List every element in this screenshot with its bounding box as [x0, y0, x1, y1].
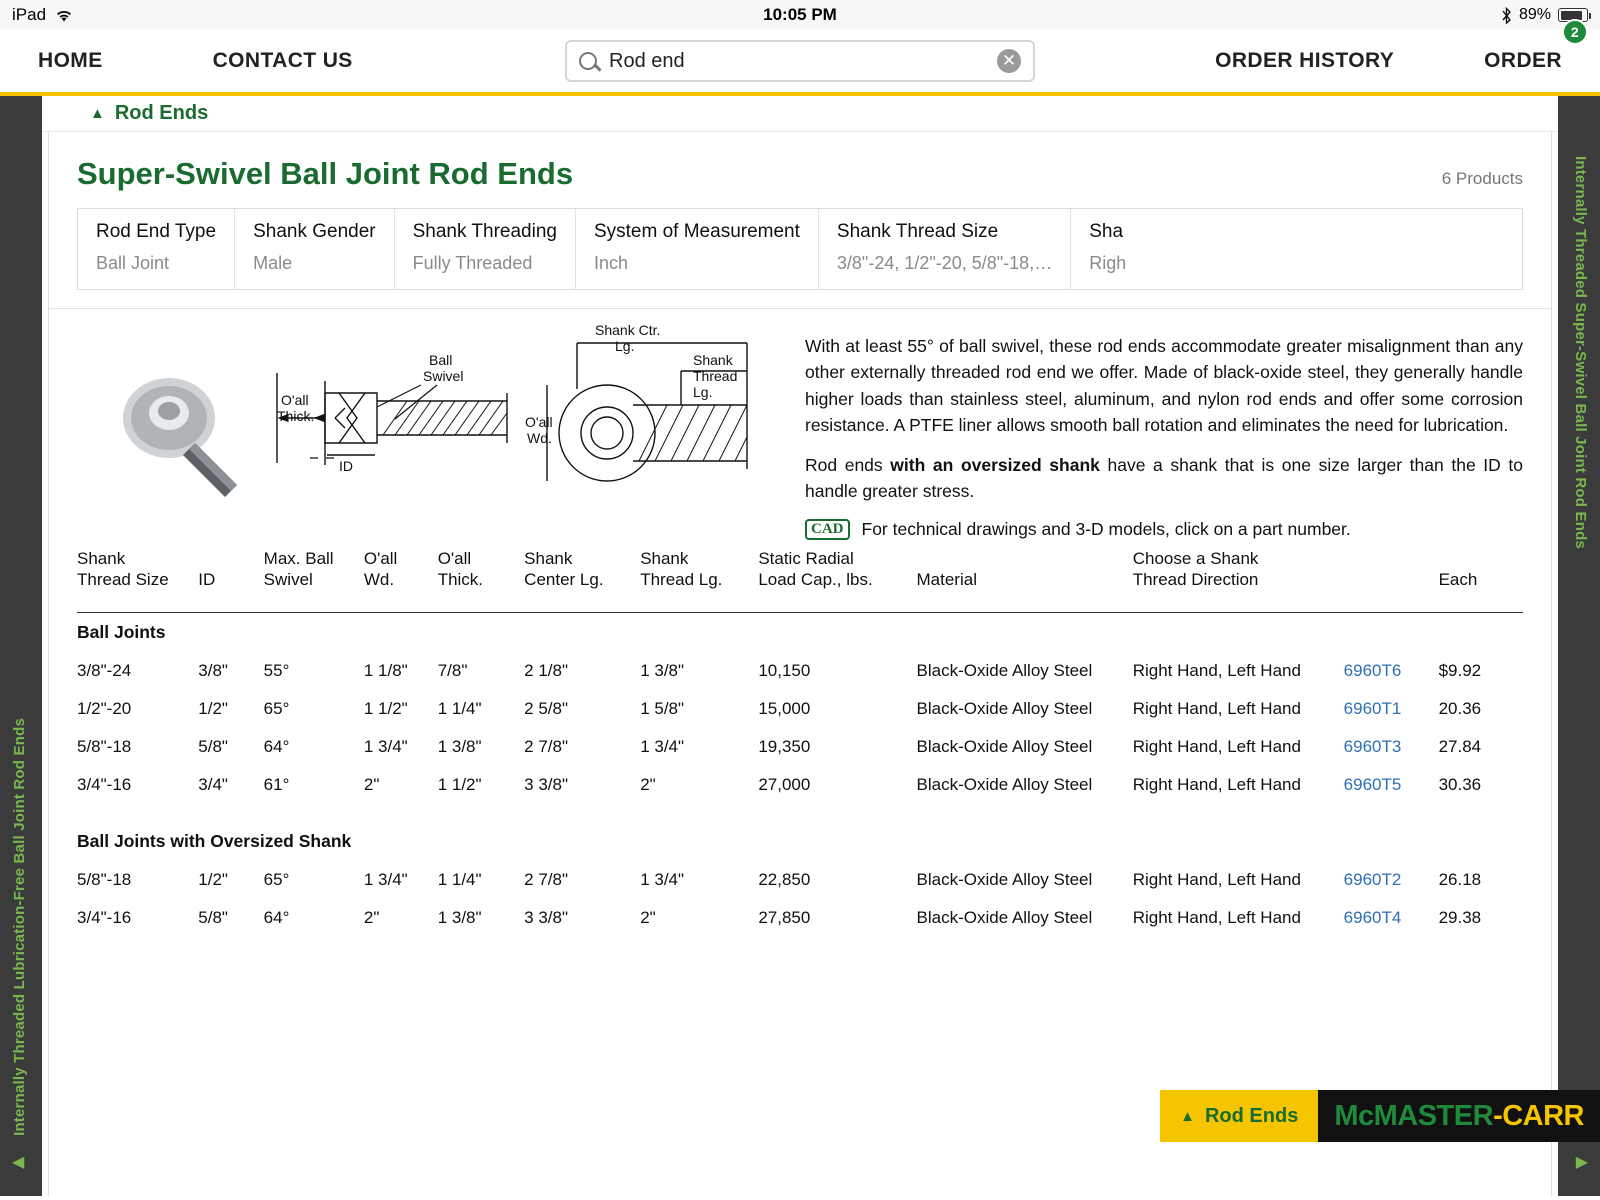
cell-load: 27,000	[758, 775, 811, 794]
table-row[interactable]	[77, 899, 1523, 937]
nav-contact-us[interactable]: CONTACT US	[212, 49, 353, 72]
cell-price: 29.38	[1438, 908, 1482, 927]
cell-swivel: 65°	[263, 699, 290, 718]
wifi-icon	[54, 8, 74, 23]
filter-value: Righ	[1089, 253, 1127, 273]
cell-shank-thread-size: 5/8"-18	[77, 870, 132, 889]
cell-center-lg: 2 7/8"	[524, 737, 569, 756]
table-row[interactable]	[77, 690, 1523, 728]
cell-oall-thick: 1 1/4"	[437, 870, 482, 889]
filter-shank-thread-direction[interactable]	[1071, 209, 1221, 289]
cell-price: 27.84	[1438, 737, 1482, 756]
cell-price: 20.36	[1438, 699, 1482, 718]
label-oall-wd: O'all	[525, 414, 553, 430]
product-diagrams	[77, 323, 787, 523]
device-label: iPad	[12, 5, 47, 24]
page-body	[0, 96, 1600, 1196]
nav-home[interactable]: HOME	[38, 49, 103, 72]
filter-value: Male	[253, 253, 293, 273]
filter-value: Fully Threaded	[412, 253, 533, 273]
cell-thread-direction[interactable]: Right Hand, Left Hand	[1132, 908, 1301, 927]
filter-value: Ball Joint	[96, 253, 170, 273]
footer-rod-ends-button[interactable]	[1160, 1090, 1318, 1142]
table-row[interactable]	[77, 766, 1523, 804]
cell-oall-wd: 1 3/4"	[363, 737, 408, 756]
part-number-link[interactable]: 6960T3	[1343, 737, 1402, 756]
label-shank-thread-lg: Shank	[693, 352, 733, 368]
cell-shank-thread-size: 5/8"-18	[77, 737, 132, 756]
cell-thread-lg: 2"	[640, 775, 656, 794]
label-shank-thread-lg-2: Thread	[693, 368, 738, 384]
cell-price: 26.18	[1438, 870, 1482, 889]
cell-thread-direction[interactable]: Right Hand, Left Hand	[1132, 870, 1301, 889]
cell-swivel: 61°	[263, 775, 290, 794]
label-shank-ctr-lg: Shank Ctr.	[595, 323, 661, 338]
cell-material: Black-Oxide Alloy Steel	[916, 737, 1093, 756]
cell-center-lg: 2 1/8"	[524, 661, 569, 680]
cell-id: 1/2"	[198, 870, 228, 889]
bluetooth-icon	[1501, 7, 1512, 24]
filter-label: Shank Threading	[412, 221, 557, 242]
table-row[interactable]	[77, 861, 1523, 899]
cell-price: $9.92	[1438, 661, 1482, 680]
cell-shank-thread-size: 3/4"-16	[77, 908, 132, 927]
part-number-link[interactable]: 6960T5	[1343, 775, 1402, 794]
filter-label: Sha	[1089, 221, 1124, 242]
col-oall-wd: O'all Wd.	[363, 548, 398, 589]
breadcrumb[interactable]	[42, 96, 1558, 132]
filter-shank-gender[interactable]	[235, 209, 395, 289]
filter-label: System of Measurement	[593, 221, 800, 242]
col-shank-center-lg: Shank Center Lg.	[524, 548, 604, 589]
cell-thread-lg: 1 3/4"	[640, 870, 685, 889]
group-title: Ball Joints	[77, 622, 166, 642]
col-part-number	[1344, 548, 1439, 595]
cell-id: 3/4"	[198, 775, 228, 794]
part-number-link[interactable]: 6960T4	[1343, 908, 1402, 927]
cell-thread-lg: 1 3/4"	[640, 737, 685, 756]
spec-table	[77, 548, 1523, 938]
label-shank-thread-lg-3: Lg.	[693, 384, 713, 400]
cell-id: 5/8"	[198, 737, 228, 756]
footer-rod-ends-label: Rod Ends	[1204, 1104, 1299, 1127]
cell-shank-thread-size: 3/8"-24	[77, 661, 132, 680]
nav-order-history[interactable]: ORDER HISTORY	[1215, 49, 1395, 72]
col-material: Material	[916, 569, 977, 589]
cell-material: Black-Oxide Alloy Steel	[916, 661, 1093, 680]
search-icon	[579, 52, 597, 70]
filter-shank-threading[interactable]	[395, 209, 576, 289]
filter-rod-end-type[interactable]	[78, 209, 235, 289]
label-ball-swivel: Ball	[429, 352, 453, 368]
filter-shank-thread-size[interactable]	[819, 209, 1071, 289]
cad-note-text: For technical drawings and 3-D models, click on a part number.	[861, 518, 1351, 539]
cell-oall-wd: 1 1/8"	[363, 661, 408, 680]
filter-label: Shank Gender	[253, 221, 376, 242]
cell-load: 22,850	[758, 870, 811, 889]
breadcrumb-label[interactable]: Rod Ends	[114, 102, 209, 124]
cell-oall-wd: 2"	[363, 775, 380, 794]
mcmaster-carr-logo[interactable]	[1318, 1090, 1600, 1142]
cad-icon: CAD	[805, 519, 850, 540]
cell-oall-thick: 1 1/2"	[437, 775, 482, 794]
product-description	[805, 323, 1523, 540]
battery-percent: 89%	[1518, 6, 1551, 23]
cell-material: Black-Oxide Alloy Steel	[916, 870, 1093, 889]
cell-oall-thick: 1 3/8"	[437, 737, 482, 756]
cell-thread-direction[interactable]: Right Hand, Left Hand	[1132, 699, 1301, 718]
footer-up-arrow-icon: ▲	[1180, 1107, 1195, 1125]
clock: 10:05 PM	[763, 5, 837, 24]
cell-load: 15,000	[758, 699, 811, 718]
product-content	[48, 132, 1552, 1196]
label-oall-thick: O'all	[281, 392, 309, 408]
cell-price: 30.36	[1438, 775, 1482, 794]
cell-id: 1/2"	[198, 699, 228, 718]
breadcrumb-up-arrow-icon[interactable]: ▲	[90, 105, 105, 122]
oversized-shank-bold: with an oversized shank	[890, 455, 1100, 475]
cell-thread-lg: 1 5/8"	[640, 699, 685, 718]
col-each: Each	[1438, 569, 1478, 589]
cell-oall-wd: 1 3/4"	[363, 870, 408, 889]
col-oall-thick: O'all Thick.	[437, 548, 484, 589]
nav-order-label: ORDER	[1484, 49, 1562, 72]
label-oall-thick-2: Thick.	[277, 408, 315, 424]
filter-label: Shank Thread Size	[836, 221, 999, 242]
cell-thread-direction[interactable]: Right Hand, Left Hand	[1132, 775, 1301, 794]
col-id: ID	[198, 569, 216, 589]
product-count: 6 Products	[1441, 169, 1523, 188]
cell-oall-thick: 1 3/8"	[437, 908, 482, 927]
cell-swivel: 64°	[263, 737, 290, 756]
cell-oall-wd: 2"	[363, 908, 380, 927]
col-thread-direction: Choose a Shank Thread Direction	[1132, 548, 1259, 589]
left-rail-label: Internally Threaded Lubrication-Free Ball Joint Rod Ends	[11, 718, 28, 1136]
col-static-radial-load: Static Radial Load Cap., lbs.	[758, 548, 873, 589]
cell-oall-thick: 7/8"	[437, 661, 468, 680]
filter-bar	[77, 208, 1523, 290]
table-row[interactable]	[77, 652, 1523, 690]
page-title: Super-Swivel Ball Joint Rod Ends	[77, 156, 574, 191]
cell-thread-lg: 2"	[640, 908, 656, 927]
clear-search-icon[interactable]: ✕	[997, 49, 1021, 73]
search-box[interactable]	[565, 40, 1035, 82]
table-row[interactable]	[77, 728, 1523, 766]
app-nav-bar	[0, 24, 1600, 96]
cell-material: Black-Oxide Alloy Steel	[916, 775, 1093, 794]
logo-carr: -CARR	[1493, 1099, 1584, 1132]
label-shank-ctr-lg-2: Lg.	[615, 338, 635, 354]
right-rail-arrow-icon[interactable]: ▶	[1575, 1154, 1588, 1171]
group-title: Ball Joints with Oversized Shank	[77, 831, 352, 851]
cell-id: 5/8"	[198, 908, 228, 927]
part-number-link[interactable]: 6960T1	[1343, 699, 1402, 718]
label-id: ID	[339, 458, 353, 474]
cell-swivel: 64°	[263, 908, 290, 927]
part-number-link[interactable]: 6960T2	[1343, 870, 1402, 889]
cell-shank-thread-size: 3/4"-16	[77, 775, 132, 794]
cell-swivel: 65°	[263, 870, 290, 889]
cell-thread-lg: 1 3/8"	[640, 661, 685, 680]
rod-end-photo	[123, 378, 237, 497]
filter-label: Rod End Type	[96, 221, 217, 242]
description-paragraph-1: With at least 55° of ball swivel, these rod ends accommodate greater misalignment than any other externally threaded rod end we offer. Made of black-oxide steel, they generally handle higher loads than stainless steel, aluminum, and nylon rod ends and offer some corrosion resistance. A PTFE liner allows smooth ball rotation and eliminates the need for lubrication.	[805, 336, 1523, 435]
cell-thread-direction[interactable]: Right Hand, Left Hand	[1132, 661, 1301, 680]
group-header-row	[77, 822, 1523, 861]
table-header-row	[77, 548, 1523, 595]
filter-value: 3/8"-24, 1/2"-20, 5/8"-18,…	[836, 253, 1053, 273]
cad-note	[805, 519, 1523, 540]
cell-center-lg: 3 3/8"	[524, 775, 569, 794]
cell-load: 10,150	[758, 661, 811, 680]
cell-shank-thread-size: 1/2"-20	[77, 699, 132, 718]
filter-system-of-measurement[interactable]	[576, 209, 819, 289]
cell-swivel: 55°	[263, 661, 290, 680]
cell-oall-wd: 1 1/2"	[363, 699, 408, 718]
cell-load: 27,850	[758, 908, 811, 927]
label-ball-swivel-2: Swivel	[423, 368, 464, 384]
col-max-ball-swivel: Max. Ball Swivel	[263, 548, 334, 589]
cell-center-lg: 3 3/8"	[524, 908, 569, 927]
left-rail[interactable]	[0, 96, 42, 1196]
cell-load: 19,350	[758, 737, 811, 756]
spec-table-wrap	[49, 540, 1551, 938]
left-rail-arrow-icon[interactable]: ◀	[12, 1154, 25, 1171]
nav-order[interactable]	[1474, 24, 1580, 73]
cell-id: 3/8"	[198, 661, 228, 680]
right-rail[interactable]	[1558, 96, 1600, 1196]
footer-bar	[1160, 1090, 1600, 1142]
cell-center-lg: 2 7/8"	[524, 870, 569, 889]
part-number-link[interactable]: 6960T6	[1343, 661, 1402, 680]
cell-material: Black-Oxide Alloy Steel	[916, 908, 1093, 927]
ios-status-bar	[0, 0, 1600, 30]
order-count-badge: 2	[1562, 19, 1588, 45]
search-input[interactable]	[607, 49, 987, 74]
col-shank-thread-size: Shank Thread Size	[77, 548, 169, 589]
logo-mcmaster: McMASTER	[1334, 1099, 1494, 1132]
right-rail-label: Internally Threaded Super-Swivel Ball Joint Rod Ends	[1572, 156, 1589, 549]
cell-oall-thick: 1 1/4"	[437, 699, 482, 718]
cell-thread-direction[interactable]: Right Hand, Left Hand	[1132, 737, 1301, 756]
col-shank-thread-lg: Shank Thread Lg.	[640, 548, 723, 589]
filter-value: Inch	[593, 253, 629, 273]
label-oall-wd-2: Wd.	[527, 430, 552, 446]
description-paragraph-2: Rod ends with an oversized shank have a shank that is one size larger than the ID to handle greater stress.	[805, 455, 1524, 502]
cell-center-lg: 2 5/8"	[524, 699, 569, 718]
group-header-row	[77, 613, 1523, 653]
cell-material: Black-Oxide Alloy Steel	[916, 699, 1093, 718]
